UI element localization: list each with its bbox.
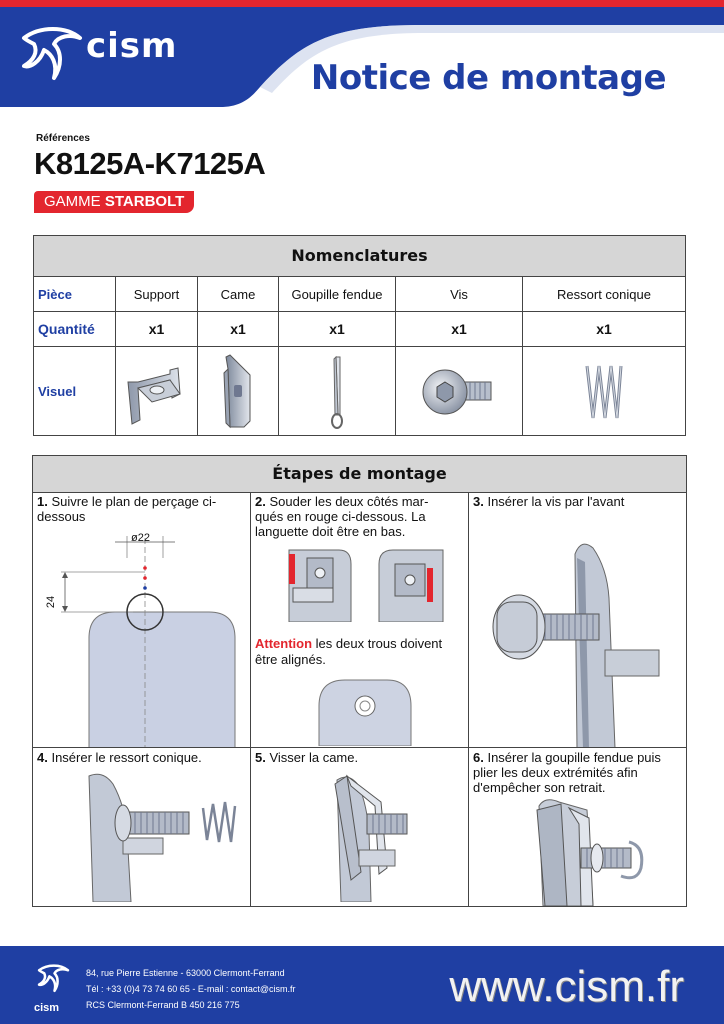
etapes-table [32,455,687,907]
insert-pin-image [469,796,686,906]
attention-note: Attention les deux trous doivent être alignés. [255,636,443,667]
height-label: 24 [45,595,58,609]
table-row-visuel [34,347,685,436]
table-cell: x1 [396,312,523,346]
footer-logo-text: cism [34,1002,60,1014]
step-5-cell [251,748,469,906]
step-4-text: 4. Insérer le ressort conique. [37,750,202,765]
came-icon [218,353,258,431]
vis-icon [417,364,501,420]
screw-cam-image [251,772,469,902]
nomenclature-title: Nomenclatures [34,236,685,277]
row-label-piece: Pièce [34,277,116,311]
step-6-cell [469,748,686,906]
table-cell: Ressort conique [557,286,651,302]
row-label-quantite: Quantité [34,312,116,346]
ressort-icon [579,360,629,424]
table-cell: x1 [116,312,198,346]
step-4-cell [33,748,251,906]
step-6-text: 6. Insérer la goupille fendue puis plier les deux extrémités afin d'empêcher son retrait. [473,750,661,795]
gamme-prefix: GAMME [44,193,101,210]
diameter-label: ø22 [131,532,150,544]
references-label: Références [36,133,90,144]
cism-logo-icon [18,22,88,92]
goupille-icon [322,353,352,431]
nomenclature-table [33,235,686,436]
step-2-text: 2. Souder les deux côtés mar- qués en rouge ci-dessous. La languette doit être en bas. [255,494,429,539]
step-5-text: 5. Visser la came. [255,750,359,765]
logo-text: cism [86,26,178,66]
insert-spring-image [33,772,251,902]
footer-rcs: RCS Clermont-Ferrand B 450 216 775 [86,1000,240,1010]
step-1-cell [33,492,251,748]
weld-support-right-image [377,544,447,622]
table-row-quantite [34,312,685,347]
footer-contact: Tél : +33 (0)4 73 74 60 65 - E-mail : contact@cism.fr [86,984,296,994]
insert-screw-image [469,518,686,748]
step-3-text: 3. Insérer la vis par l'avant [473,494,625,509]
table-cell: x1 [198,312,279,346]
step-3-cell [469,492,686,748]
gamme-badge [34,191,194,213]
table-cell: x1 [279,312,396,346]
weld-support-left-image [287,544,357,622]
table-cell: Came [198,277,279,311]
table-cell: Goupille fendue [279,277,396,311]
table-cell: Support [116,277,198,311]
gamme-name: STARBOLT [104,193,185,210]
drilling-plan-diagram [33,528,251,748]
footer-address: 84, rue Pierre Estienne - 63000 Clermont-Ferrand [86,968,285,978]
support-icon [122,354,192,430]
table-row-piece [34,277,685,312]
page-title: Notice de montage [310,58,666,98]
table-cell: Vis [396,277,523,311]
table-cell: x1 [596,321,612,337]
etapes-title: Étapes de montage [33,456,686,493]
footer-logo-icon [34,962,74,998]
reference-code: K8125A-K7125A [34,146,266,181]
aligned-holes-image [315,676,415,746]
step-1-text: 1. Suivre le plan de perçage ci-dessous [37,494,217,524]
step-2-cell [251,492,469,748]
footer-website-link[interactable]: www.cism.fr [449,962,684,1011]
row-label-visuel: Visuel [34,347,116,436]
top-red-bar [0,0,724,7]
